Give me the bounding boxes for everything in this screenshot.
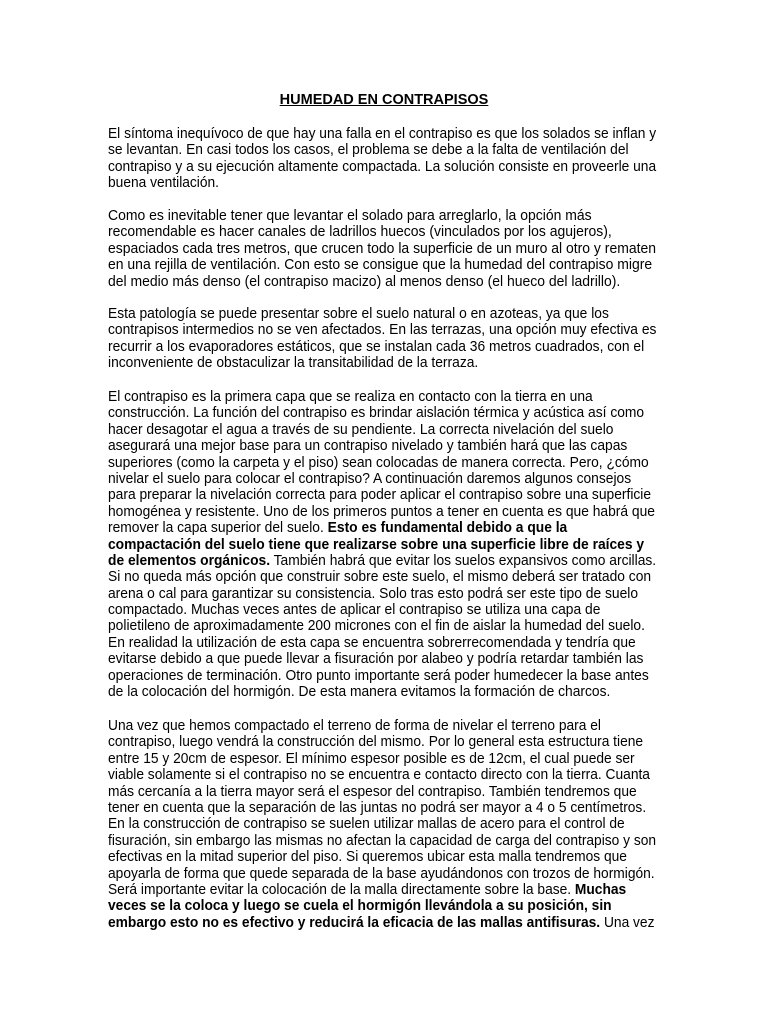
text-segment: más cercanía a la tierra mayor será el espesor del contrapiso. También tendremos que	[108, 783, 637, 800]
text-segment: El síntoma inequívoco de que hay una falla en el contrapiso es que los solados se inflan y	[108, 126, 657, 142]
paragraph-symptom	[108, 126, 656, 192]
text-segment: Una vez	[600, 914, 655, 931]
text-segment: homogénea y resistente. Uno de los primeros puntos a tener en cuenta es que habrá que	[108, 503, 655, 520]
text-segment: construcción. La función del contrapiso es brindar aislación térmica y acústica así como	[108, 405, 645, 422]
text-line	[108, 208, 656, 224]
text-segment: Será importante evitar la colocación de la malla directamente sobre la base.	[108, 881, 575, 898]
text-line	[108, 866, 656, 882]
text-segment: apoyarla de forma que quede separada de la base ayudándonos con trozos de hormigón.	[108, 865, 655, 882]
text-segment: También habrá que evitar los suelos expansivos como arcillas.	[270, 552, 657, 569]
text-line	[108, 389, 656, 405]
text-line	[108, 553, 656, 569]
text-segment: inconveniente de obstaculizar la transitabilidad de la terraza.	[108, 355, 479, 372]
text-segment: contrapiso y a su ejecución altamente compactada. La solución consiste en proveerle una	[108, 158, 657, 175]
text-segment: Esta patología se puede presentar sobre el suelo natural o en azoteas, ya que los	[108, 306, 609, 322]
text-line	[108, 175, 656, 191]
bold-text-segment: Muchas	[574, 881, 627, 898]
text-line	[108, 438, 656, 454]
paragraph-construction-thickness	[108, 718, 656, 931]
text-segment: viable solamente si el contrapiso no se encuentra e contacto directo con la tierra. Cuanta	[108, 767, 650, 784]
text-line	[108, 257, 656, 273]
text-line	[108, 322, 656, 338]
text-line	[108, 734, 656, 750]
text-line	[108, 471, 656, 487]
text-line	[108, 520, 656, 536]
text-line	[108, 800, 656, 816]
text-line	[108, 537, 656, 553]
text-segment: hacer desagotar el agua a través de su pendiente. La correcta nivelación del suelo	[108, 421, 614, 438]
text-line	[108, 142, 656, 158]
text-line	[108, 833, 656, 849]
paragraph-pathology-terraces	[108, 306, 656, 372]
text-line	[108, 274, 656, 290]
text-line	[108, 882, 656, 898]
text-line	[108, 355, 656, 371]
text-line	[108, 487, 656, 503]
bold-text-segment: veces se la coloca y luego se cuela el hormigón llevándola a su posición, sin	[108, 898, 612, 915]
text-line	[108, 784, 656, 800]
text-segment: en una rejilla de ventilación. Con esto se consigue que la humedad del contrapiso migre	[108, 257, 653, 274]
text-segment: se levantan. En casi todos los casos, el problema se debe a la falta de ventilación del	[108, 142, 629, 159]
text-line	[108, 159, 656, 175]
text-segment: evitarse debido a que puede llevar a fisuración por alabeo y podría retardar también las	[108, 651, 644, 668]
text-segment: remover la capa superior del suelo.	[108, 520, 328, 537]
text-segment: Una vez que hemos compactado el terreno de forma de nivelar el terreno para el	[108, 718, 601, 734]
text-segment: tener en cuenta que la separación de las juntas no podrá ser mayor a 4 o 5 centímetros.	[108, 799, 647, 816]
text-segment: recurrir a los evaporadores estáticos, que se instalan cada 36 metros cuadrados, con el	[108, 338, 645, 355]
text-segment: asegurará una mejor base para un contrapiso nivelado y también hará que las capas	[108, 438, 628, 455]
text-segment: recomendable es hacer canales de ladrillos huecos (vinculados por los agujeros),	[108, 224, 612, 241]
text-segment: entre 15 y 20cm de espesor. El mínimo espesor posible es de 12cm, el cual puede ser	[108, 750, 635, 767]
text-segment: polietileno de aproximadamente 200 micrones con el fin de aislar la humedad del suelo.	[108, 618, 645, 635]
text-segment: Si no queda más opción que construir sobre este suelo, el mismo deberá ser tratado con	[108, 569, 652, 586]
paragraph-repair-ventilation	[108, 208, 656, 290]
text-line	[108, 915, 656, 931]
text-line	[108, 504, 656, 520]
text-line	[108, 751, 656, 767]
text-segment: contrapiso, luego vendrá la construcción del mismo. Por lo general esta estructura tiene	[108, 734, 644, 751]
text-line	[108, 241, 656, 257]
text-line	[108, 668, 656, 684]
text-line	[108, 339, 656, 355]
bold-text-segment: embargo esto no es efectivo y reducirá la eficacia de las mallas antifisuras.	[108, 914, 601, 931]
text-line	[108, 635, 656, 651]
text-segment: efectivas en la mitad superior del piso. Si queremos ubicar esta malla tendremos que	[108, 849, 627, 866]
text-line	[108, 898, 656, 914]
text-line	[108, 586, 656, 602]
text-segment: operaciones de terminación. Otro punto importante será poder humedecer la base antes	[108, 667, 649, 684]
text-segment: Como es inevitable tener que levantar el solado para arreglarlo, la opción más	[108, 208, 592, 224]
text-line	[108, 224, 656, 240]
text-segment: contrapisos intermedios no se ven afectados. En las terrazas, una opción muy efectiva es	[108, 322, 657, 339]
text-segment: para preparar la nivelación correcta para poder aplicar el contrapiso sobre una superficie	[108, 487, 652, 504]
text-line	[108, 816, 656, 832]
text-line	[108, 405, 656, 421]
text-segment: compactado. Muchas veces antes de aplicar el contrapiso se utiliza una capa de	[108, 602, 601, 619]
text-line	[108, 306, 656, 322]
bold-text-segment: Esto es fundamental debido a que la	[327, 520, 568, 537]
text-line	[108, 422, 656, 438]
text-line	[108, 618, 656, 634]
bold-text-segment: compactación del suelo tiene que realizarse sobre una superficie libre de raíces y	[108, 536, 645, 553]
text-line	[108, 569, 656, 585]
text-line	[108, 126, 656, 142]
text-line	[108, 767, 656, 783]
text-segment: El contrapiso es la primera capa que se realiza en contacto con la tierra en una	[108, 389, 593, 405]
text-segment: del medio más denso (el contrapiso macizo) al menos denso (el hueco del ladrillo).	[108, 273, 621, 290]
text-segment: En realidad la utilización de esta capa se encuentra sobrerrecomendada y tendría que	[108, 634, 636, 651]
text-line	[108, 651, 656, 667]
text-line	[108, 602, 656, 618]
text-segment: arena o cal para garantizar su consistencia. Solo tras esto podrá ser este tipo de suelo	[108, 585, 639, 602]
text-segment: fisuración, sin embargo las mismas no afectan la capacidad de carga del contrapiso y son	[108, 832, 657, 849]
paragraph-leveling-soil	[108, 389, 656, 700]
document-title: HUMEDAD EN CONTRAPISOS	[279, 92, 489, 108]
text-segment: nivelar el suelo para colocar el contrapiso? A continuación daremos algunos consejos	[108, 470, 632, 487]
text-segment: espaciados cada tres metros, que crucen todo la superficie de un muro al otro y rematen	[108, 240, 657, 257]
text-line	[108, 718, 656, 734]
text-line	[108, 455, 656, 471]
text-segment: En la construcción de contrapiso se suelen utilizar mallas de acero para el control de	[108, 816, 625, 833]
text-line	[108, 684, 656, 700]
bold-text-segment: de elementos orgánicos.	[108, 552, 271, 569]
text-segment: de la colocación del hormigón. De esta manera evitamos la formación de charcos.	[108, 684, 611, 701]
text-segment: superiores (como la carpeta y el piso) sean colocadas de manera correcta. Pero, ¿cómo	[108, 454, 649, 471]
text-line	[108, 849, 656, 865]
text-segment: buena ventilación.	[108, 175, 220, 192]
